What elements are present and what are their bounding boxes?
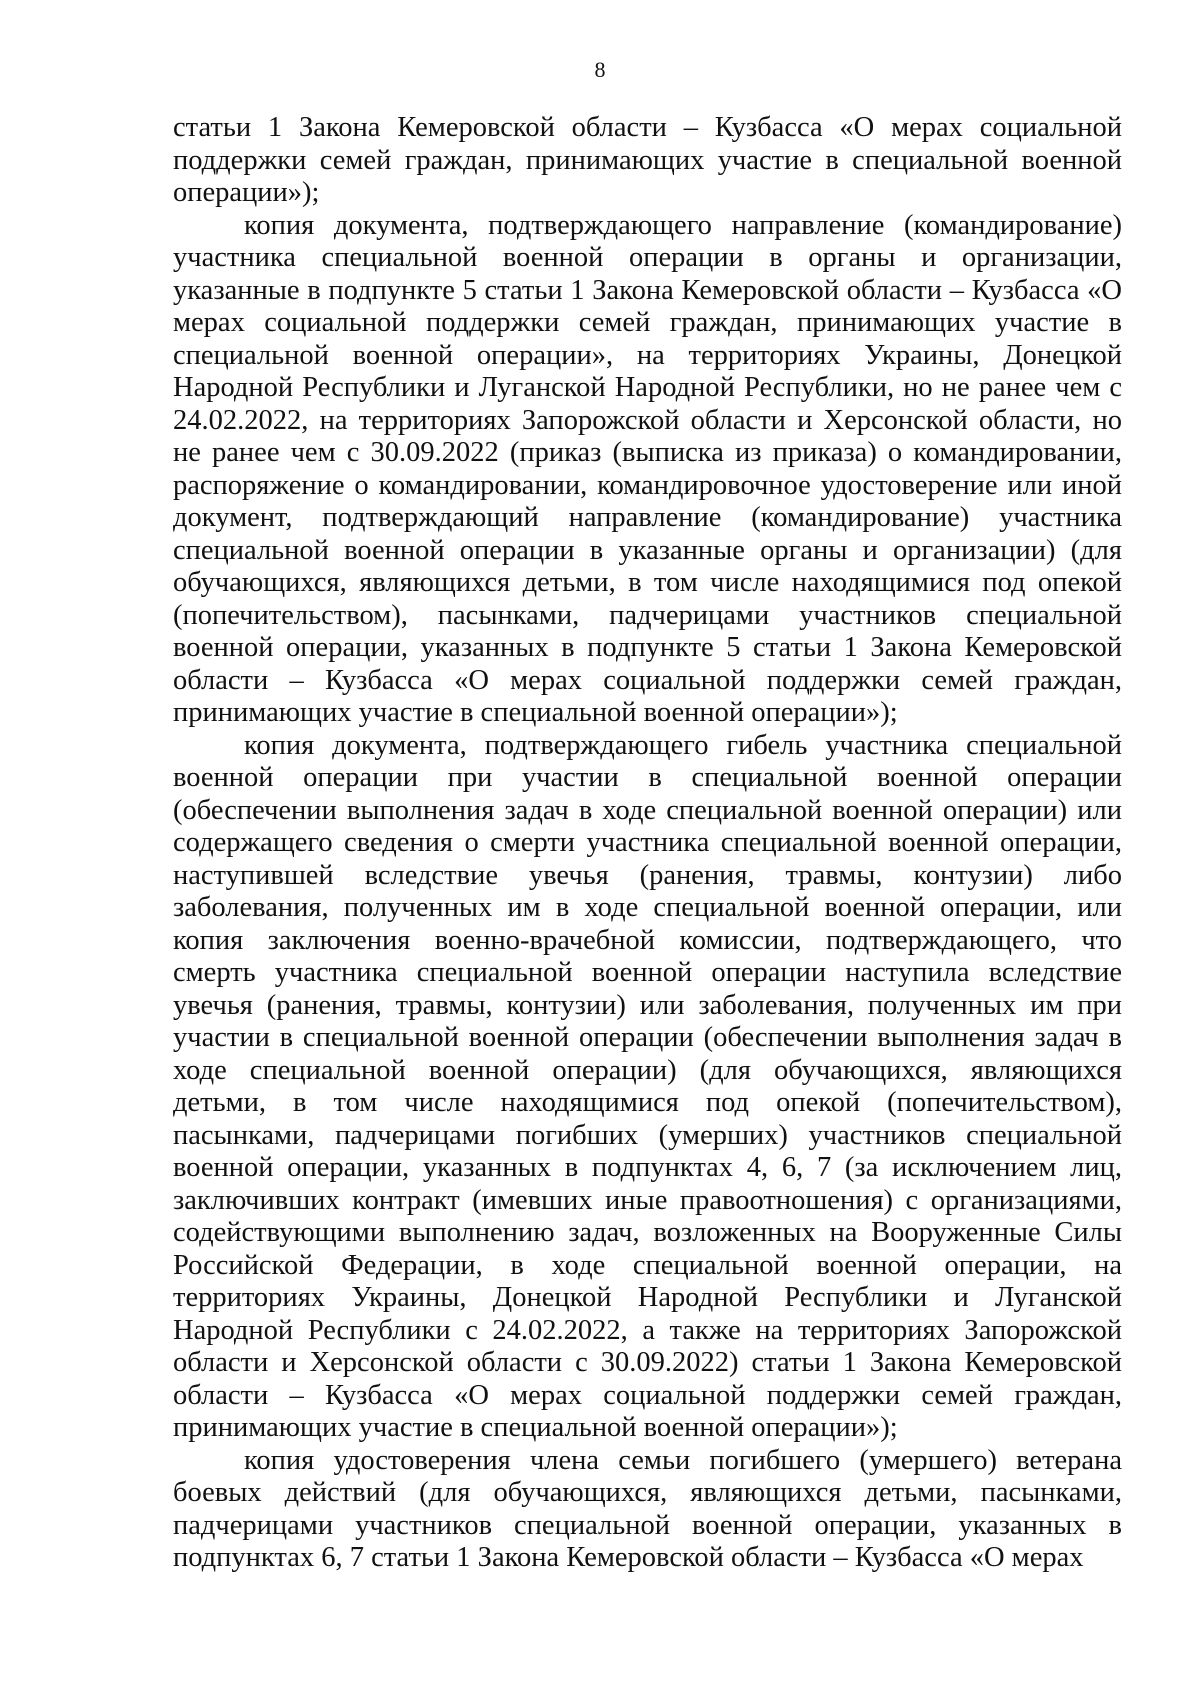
document-body xyxy=(173,112,1122,1575)
page-number: 8 xyxy=(594,57,606,82)
paragraph-deployment-document: копия документа, подтверждающего направление (командирование) участника специальной военной операции в органы и организации, указанные в подпункте 5 статьи 1 Закона Кемеровской области – Кузбасса «О мерах социальной поддержки семей граждан, принимающих участие в специальной военной операции», на территориях Украины, Донецкой Народной Республики и Луганской Народной Республики, но не ранее чем с 24.02.2022, на территориях Запорожской области и Херсонской области, но не ранее чем с 30.09.2022 (приказ (выписка из приказа) о командировании, распоряжение о командировании, командировочное удостоверение или иной документ, подтверждающий направление (командирование) участника специальной военной операции в указанные органы и организации) (для обучающихся, являющихся детьми, в том числе находящимися под опекой (попечительством), пасынками, падчерицами участников специальной военной операции, указанных в подпункте 5 статьи 1 Закона Кемеровской области – Кузбасса «О мерах социальной поддержки семей граждан, принимающих участие в специальной военной операции»); xyxy=(173,209,1122,728)
paragraph-family-certificate: копия удостоверения члена семьи погибшего (умершего) ветерана боевых действий (для обучающихся, являющихся детьми, пасынками, падчерицами участников специальной военной операции, указанных в подпунктах 6, 7 статьи 1 Закона Кемеровской области – Кузбасса «О мерах xyxy=(173,1444,1122,1573)
paragraph-death-document: копия документа, подтверждающего гибель участника специальной военной операции при участии в специальной военной операции (обеспечении выполнения задач в ходе специальной военной операции) или содержащего сведения о смерти участника специальной военной операции, наступившей вследствие увечья (ранения, травмы, контузии) либо заболевания, полученных им в ходе специальной военной операции, или копия заключения военно-врачебной комиссии, подтверждающего, что смерть участника специальной военной операции наступила вследствие увечья (ранения, травмы, контузии) или заболевания, полученных им при участии в специальной военной операции (обеспечении выполнения задач в ходе специальной военной операции) (для обучающихся, являющихся детьми, в том числе находящимися под опекой (попечительством), пасынками, падчерицами погибших (умерших) участников специальной военной операции, указанных в подпунктах 4, 6, 7 (за исключением лиц, заключивших контракт (имевших иные правоотношения) с организациями, содействующими выполнению задач, возложенных на Вооруженные Силы Российской Федерации, в ходе специальной военной операции, на территориях Украины, Донецкой Народной Республики и Луганской Народной Республики с 24.02.2022, а также на территориях Запорожской области и Херсонской области с 30.09.2022) статьи 1 Закона Кемеровской области – Кузбасса «О мерах социальной поддержки семей граждан, принимающих участие в специальной военной операции»); xyxy=(173,729,1122,1443)
paragraph-continuation: статьи 1 Закона Кемеровской области – Кузбасса «О мерах социальной поддержки семей граждан, принимающих участие в специальной военной операции»); xyxy=(173,112,1122,208)
